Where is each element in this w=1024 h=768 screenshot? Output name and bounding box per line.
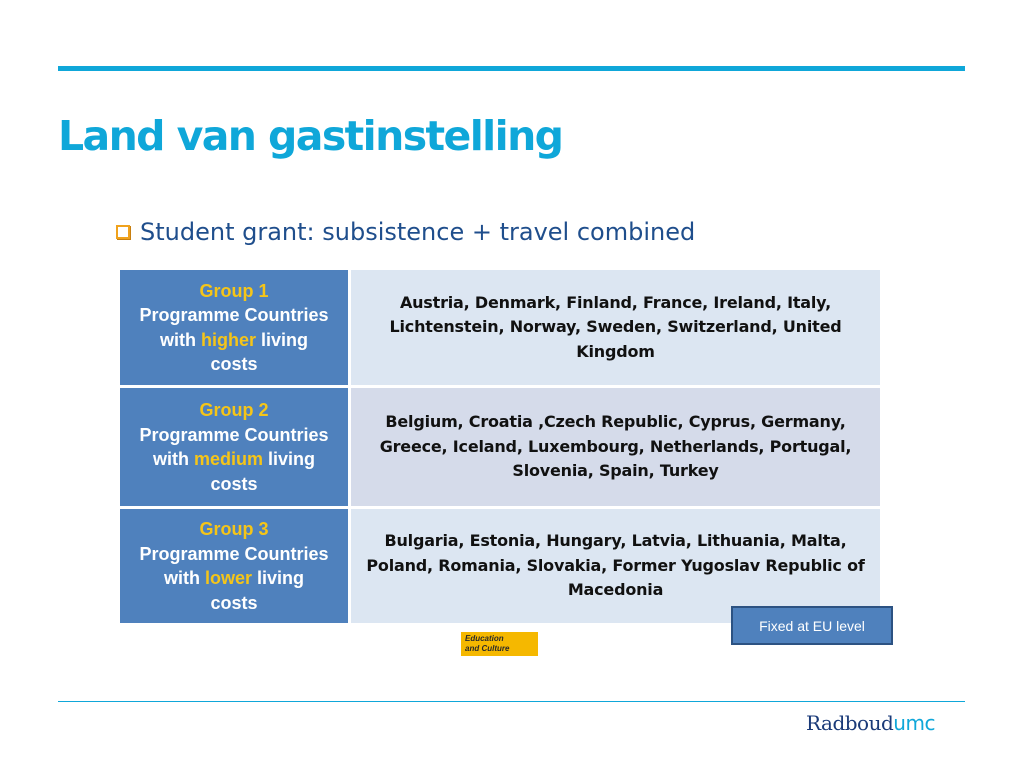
living-text: living <box>252 568 305 588</box>
table-row <box>120 387 880 508</box>
grant-groups-table <box>120 270 880 623</box>
group-description: Programme Countries <box>139 543 329 564</box>
countries-list: Bulgaria, Estonia, Hungary, Latvia, Lithuania, Malta, Poland, Romania, Slovakia, Former Yugoslav Republic of Macedonia <box>366 531 865 600</box>
with-text: with <box>159 329 201 350</box>
cost-level: medium <box>193 449 263 469</box>
brand-umc: umc <box>893 711 935 735</box>
living-text: living <box>263 449 316 469</box>
group-cost-line <box>120 566 348 591</box>
brand-radboud: Radboud <box>806 711 894 735</box>
countries-cell <box>350 270 881 387</box>
cost-level: lower <box>204 568 252 588</box>
cost-level: higher <box>200 329 256 350</box>
group-label-cell <box>120 387 350 508</box>
costs-text: costs <box>210 592 258 613</box>
education-culture-logo <box>461 632 538 656</box>
group-title: Group 2 <box>199 400 269 420</box>
top-divider <box>58 66 965 71</box>
radboudumc-logo <box>806 711 935 736</box>
group-description: Programme Countries <box>139 305 329 325</box>
slide-title: Land van gastinstelling <box>58 112 563 160</box>
with-text: with <box>152 449 194 469</box>
countries-list: Belgium, Croatia ,Czech Republic, Cyprus, Germany, Greece, Iceland, Luxembourg, Netherlands, Portugal, Slovenia, Spain, Turkey <box>379 412 852 481</box>
with-text: with <box>163 568 205 588</box>
logo-line-2: and Culture <box>465 644 510 653</box>
group-cost-line <box>120 328 348 353</box>
bottom-divider <box>58 701 965 702</box>
group-description: Programme Countries <box>139 424 329 445</box>
group-label-cell <box>120 270 350 387</box>
countries-list: Austria, Denmark, Finland, France, Ireland, Italy, Lichtenstein, Norway, Sweden, Switzerland, United Kingdom <box>389 292 842 361</box>
group-label-cell <box>120 508 350 624</box>
living-text: living <box>256 329 309 350</box>
logo-line-1: Education <box>465 634 504 643</box>
costs-text: costs <box>210 354 258 374</box>
group-title: Group 1 <box>199 280 269 301</box>
countries-cell <box>350 387 881 508</box>
subtitle-bullet <box>116 218 695 246</box>
table-row <box>120 270 880 387</box>
subtitle-text: Student grant: subsistence + travel combined <box>140 218 696 246</box>
costs-text: costs <box>210 473 258 494</box>
group-cost-line <box>120 447 348 472</box>
checkbox-bullet-icon <box>116 225 130 239</box>
fixed-eu-level-badge: Fixed at EU level <box>731 606 893 645</box>
group-title: Group 3 <box>199 519 269 539</box>
